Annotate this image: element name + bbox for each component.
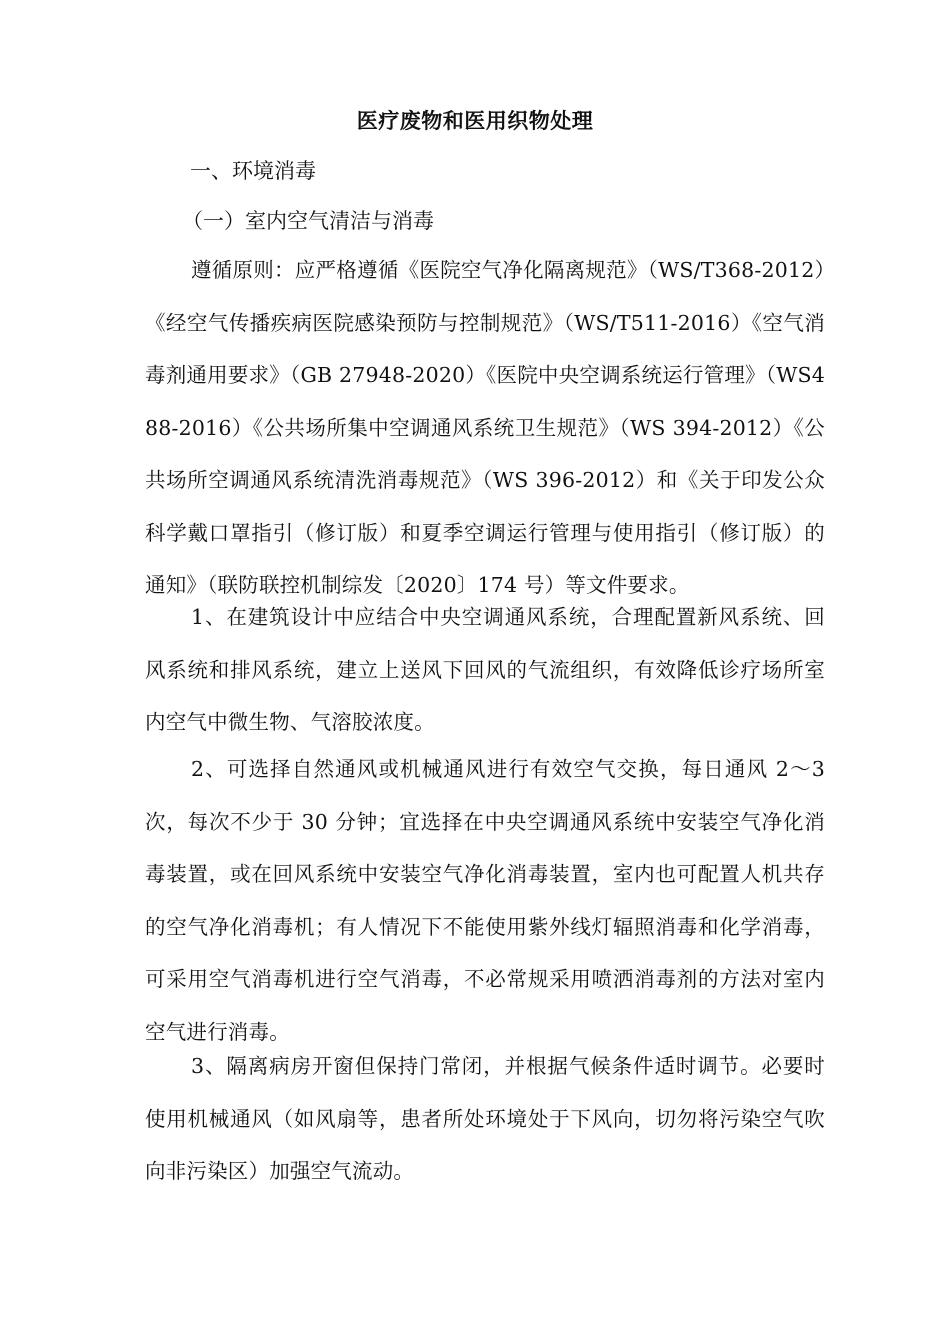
paragraph-item-2: 2、可选择自然通风或机械通风进行有效空气交换，每日通风 2～3 次，每次不少于 30 分钟；宜选择在中央空调通风系统中安装空气净化消毒装置，或在回风系统中安装空气净化消毒装置，室内也可配置人机共存的空气净化消毒机；有人情况下不能使用紫外线灯辐照消毒和化学消毒，可采用空气消毒机进行空气消毒，不必常规采用喷洒消毒剂的方法对室内空气进行消毒。 (145, 757, 825, 1044)
section-heading: 一、环境消毒 (190, 159, 316, 183)
paragraph-item-3: 3、隔离病房开窗但保持门常闭，并根据气候条件适时调节。必要时使用机械通风（如风扇等，患者所处环境处于下风向，切勿将污染空气吹向非污染区）加强空气流动。 (145, 1054, 825, 1183)
paragraph-principles: 遵循原则：应严格遵循《医院空气净化隔离规范》（WS/T368-2012）《经空气传播疾病医院感染预防与控制规范》（WS/T511-2016）《空气消毒剂通用要求》（GB 27948-2020）《医院中央空调系统运行管理》（WS488-2016）《公共场所集中空调通风系统卫生规范》（WS 394-2012）《公共场所空调通风系统清洗消毒规范》（WS 396-2012）和《关于印发公众科学戴口罩指引（修订版）和夏季空调运行管理与使用指引（修订版）的通知》（联防联控机制综发〔2020〕174 号）等文件要求。 (145, 258, 825, 597)
document-title: 医疗废物和医用织物处理 (356, 108, 594, 133)
subsection-heading: （一）室内空气清洁与消毒 (182, 209, 434, 233)
paragraph-item-1: 1、在建筑设计中应结合中央空调通风系统，合理配置新风系统、回风系统和排风系统，建立上送风下回风的气流组织，有效降低诊疗场所室内空气中微生物、气溶胶浓度。 (145, 605, 825, 734)
